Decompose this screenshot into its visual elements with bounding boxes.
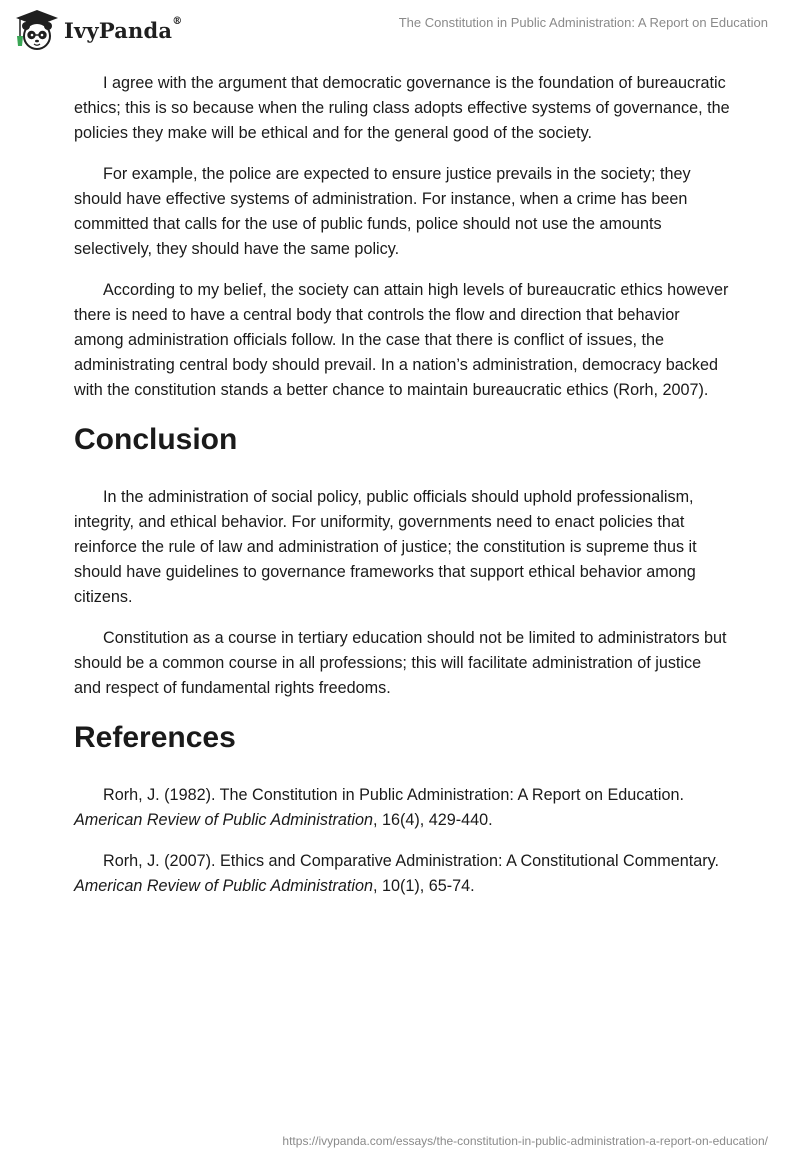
journal-title: American Review of Public Administration — [74, 877, 373, 895]
page-header — [0, 0, 800, 60]
panda-graduate-icon — [14, 8, 60, 52]
essay-body — [74, 71, 730, 915]
body-paragraph: I agree with the argument that democratic governance is the foundation of bureaucratic ethics; this is so because when the ruling class adopts effective systems of governance, the policies they make will be ethical and for the general good of the society. — [74, 74, 730, 142]
conclusion-paragraph: Constitution as a course in tertiary education should not be limited to administrators but should be a common course in all professions; this will facilitate administration of justice and respect of fundamental rights freedoms. — [74, 629, 727, 697]
brand-name: IvyPanda® — [64, 15, 183, 43]
body-paragraph: According to my belief, the society can attain high levels of bureaucratic ethics however there is need to have a central body that controls the flow and direction that behavior among administration officials follow. In the case that there is conflict of issues, the administrating central body should prevail. In a nation’s administration, democracy backed with the constitution stands a better chance to maintain bureaucratic ethics (Rorh, 2007). — [74, 281, 729, 399]
journal-title: American Review of Public Administration — [74, 811, 373, 829]
source-url-link[interactable]: https://ivypanda.com/essays/the-constitution-in-public-administration-a-report-on-education/ — [282, 1134, 768, 1148]
registered-mark: ® — [172, 15, 183, 27]
references-heading: References — [74, 721, 236, 754]
body-paragraph: For example, the police are expected to ensure justice prevails in the society; they should have effective systems of administration. For instance, when a crime has been committed that calls for the use of public funds, police should not use the amounts selectively, they should have the same policy. — [74, 165, 691, 258]
document-title: The Constitution in Public Administration: A Report on Education — [398, 15, 768, 30]
conclusion-heading: Conclusion — [74, 423, 238, 456]
reference-entry: Rorh, J. (2007). Ethics and Comparative Administration: A Constitutional Commentary. American Review of Public Administration, 10(1), 65-74. — [74, 852, 719, 895]
ivypanda-logo[interactable] — [14, 8, 182, 52]
conclusion-paragraph: In the administration of social policy, public officials should uphold professionalism, integrity, and ethical behavior. For uniformity, governments need to enact policies that reinforce the rule of law and administration of justice; the constitution is supreme thus it should have guidelines to governance frameworks that support ethical behavior among citizens. — [74, 488, 697, 606]
reference-entry: Rorh, J. (1982). The Constitution in Public Administration: A Report on Education. American Review of Public Administration, 16(4), 429-440. — [74, 786, 684, 829]
